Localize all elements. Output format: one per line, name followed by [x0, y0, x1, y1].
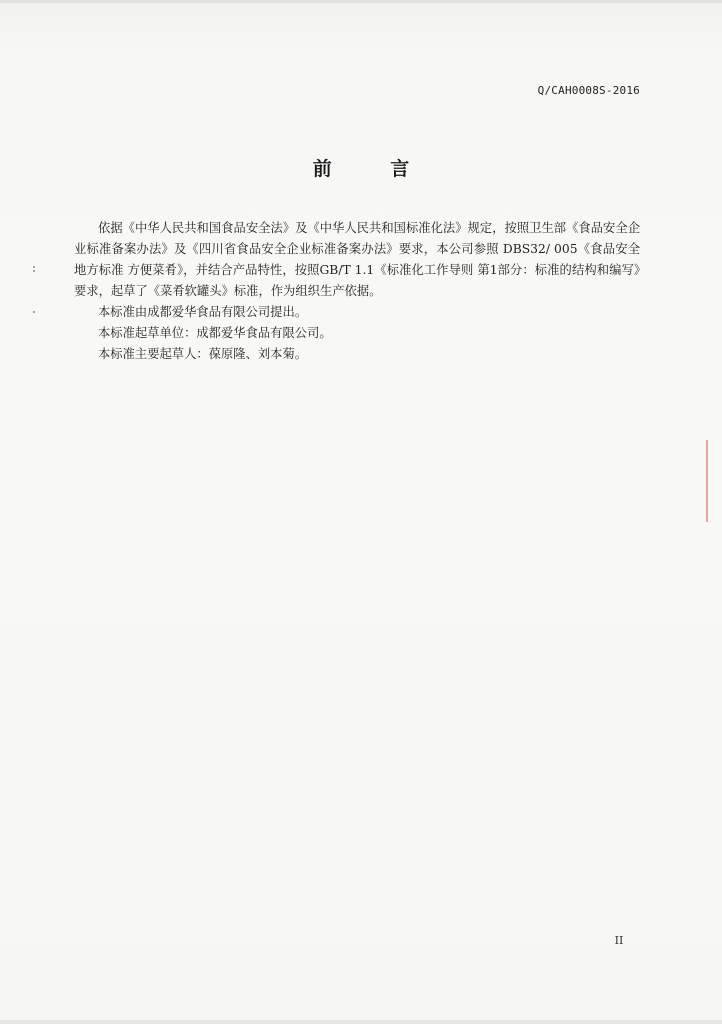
scan-speck — [33, 266, 35, 268]
paragraph-proposer: 本标准由成都爱华食品有限公司提出。 — [98, 305, 308, 319]
page-number: II — [614, 934, 624, 947]
foreword-body — [74, 218, 640, 365]
scan-edge-bottom — [0, 1020, 722, 1024]
paragraph-basis: 依据《中华人民共和国食品安全法》及《中华人民共和国标准化法》规定，按照卫生部《食品安全企业标准备案办法》及《四川省食品安全企业标准备案办法》要求，本公司参照 DBS32/ 005《食品安全地方标准 方便菜肴》，并结合产品特性，按照GB/T 1.1《标准化工作导则 第1部分：标准的结构和编写》要求，起草了《菜肴软罐头》标准，作为组织生产依据。 — [74, 221, 640, 298]
paragraph-drafting-unit: 本标准起草单位：成都爱华食品有限公司。 — [98, 326, 332, 340]
standard-code: Q/CAH0008S-2016 — [537, 84, 640, 97]
scan-speck — [33, 270, 35, 272]
scan-speck — [33, 311, 35, 313]
scan-edge-top — [0, 0, 722, 3]
binding-stamp-mark — [706, 440, 722, 522]
paragraph-drafters: 本标准主要起草人：葆原隆、刘本菊。 — [98, 347, 308, 361]
page-title: 前 言 — [312, 158, 436, 180]
